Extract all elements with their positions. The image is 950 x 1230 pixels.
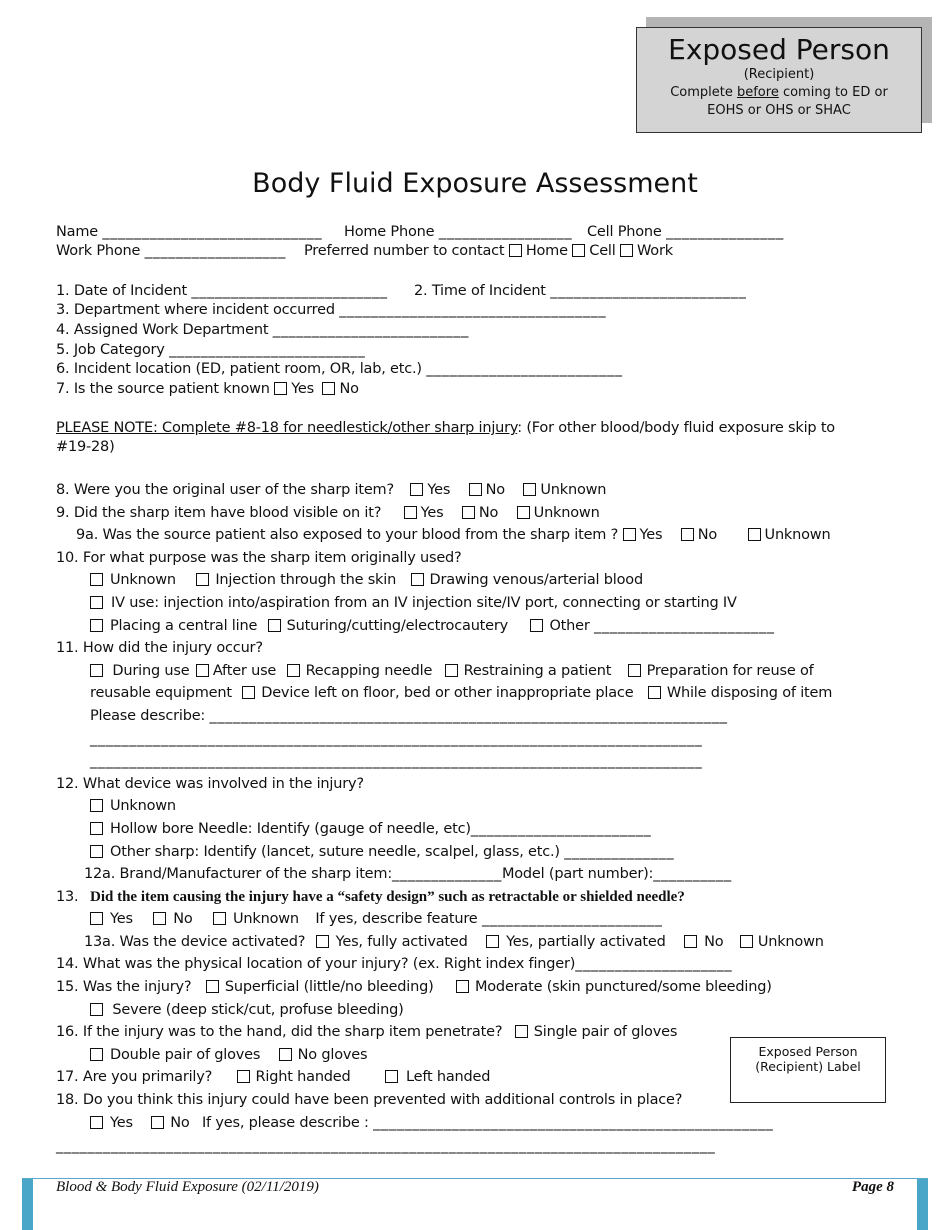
q12-hollow: Hollow bore Needle: Identify (gauge of needle, etc)_______________________ <box>90 821 651 837</box>
header-box-instruction-2: EOHS or OHS or SHAC <box>707 103 851 118</box>
q9a-unknown-checkbox[interactable] <box>748 528 761 541</box>
time-of-incident-field[interactable]: 2. Time of Incident _________________________ <box>414 283 747 299</box>
q12a[interactable]: 12a. Brand/Manufacturer of the sharp item:______________Model (part number):__________ <box>84 866 732 882</box>
page-title: Body Fluid Exposure Assessment <box>252 168 698 199</box>
q11-recap-checkbox[interactable] <box>287 664 300 677</box>
q11-after-checkbox[interactable] <box>196 664 209 677</box>
work-phone-field[interactable]: Work Phone __________________ <box>56 243 286 259</box>
q13-no-checkbox[interactable] <box>153 912 166 925</box>
q16-single-checkbox[interactable] <box>515 1025 528 1038</box>
q13: Did the item causing the injury have a “safety design” such as retractable or shielded needle? <box>90 889 685 905</box>
q16: 16. If the injury was to the hand, did the sharp item penetrate? Single pair of gloves <box>56 1024 678 1040</box>
q10: 10. For what purpose was the sharp item originally used? <box>56 550 462 566</box>
q12-unknown: Unknown <box>90 798 176 814</box>
q8-no-checkbox[interactable] <box>469 483 482 496</box>
q13a-fully-checkbox[interactable] <box>316 935 329 948</box>
header-box <box>636 27 922 133</box>
q11-describe-line2[interactable]: ______________________________________________________________________________ <box>90 731 703 747</box>
q17-left-checkbox[interactable] <box>385 1070 398 1083</box>
q17-right-checkbox[interactable] <box>237 1070 250 1083</box>
q10-drawing-checkbox[interactable] <box>411 573 424 586</box>
date-of-incident-field[interactable]: 1. Date of Incident _________________________ <box>56 283 388 299</box>
q13a: 13a. Was the device activated? Yes, fully activated Yes, partially activated No Unknown <box>84 934 824 950</box>
q17: 17. Are you primarily? Right handed Left handed <box>56 1069 491 1085</box>
q12: 12. What device was involved in the injury? <box>56 776 364 792</box>
q11-describe-line3[interactable]: ______________________________________________________________________________ <box>90 753 703 769</box>
cell-phone-field[interactable]: Cell Phone _______________ <box>587 224 784 240</box>
q14-field[interactable]: 14. What was the physical location of your injury? (ex. Right index finger)____________________ <box>56 956 733 972</box>
q7-yes-checkbox[interactable] <box>274 382 287 395</box>
q18-describe-line2[interactable]: ____________________________________________________________________________________ <box>56 1138 716 1154</box>
q7-no-checkbox[interactable] <box>322 382 335 395</box>
q11-disposing-checkbox[interactable] <box>648 686 661 699</box>
please-note: PLEASE NOTE: Complete #8-18 for needlestick/other sharp injury: (For other blood/body fluid exposure skip to <box>56 420 835 436</box>
q18-options: Yes No If yes, please describe : ___________________________________________________ <box>90 1115 773 1131</box>
incident-location-field[interactable]: 6. Incident location (ED, patient room, OR, lab, etc.) _________________________ <box>56 361 623 377</box>
q16-row2: Double pair of gloves No gloves <box>90 1047 367 1063</box>
q10-row1: Unknown Injection through the skin Drawing venous/arterial blood <box>90 572 643 588</box>
q9-no-checkbox[interactable] <box>462 506 475 519</box>
home-checkbox[interactable] <box>509 244 522 257</box>
q9-unknown-checkbox[interactable] <box>517 506 530 519</box>
q9a-no-checkbox[interactable] <box>681 528 694 541</box>
q16-none-checkbox[interactable] <box>279 1048 292 1061</box>
q12-hollow-checkbox[interactable] <box>90 822 103 835</box>
q13-number: 13. <box>56 889 79 905</box>
q10-other-checkbox[interactable] <box>530 619 543 632</box>
q12-other-checkbox[interactable] <box>90 845 103 858</box>
q10-row3: Placing a central line Suturing/cutting/electrocautery Other _______________________ <box>90 618 775 634</box>
preferred-contact: Preferred number to contact Home Cell Work <box>304 243 673 259</box>
q15: 15. Was the injury? Superficial (little/no bleeding) Moderate (skin punctured/some bleeding) <box>56 979 772 995</box>
name-field[interactable]: Name ____________________________ <box>56 224 323 240</box>
q13a-no-checkbox[interactable] <box>684 935 697 948</box>
footer-page-number: Page 8 <box>851 1179 894 1195</box>
q9a: 9a. Was the source patient also exposed to your blood from the sharp item ? Yes No Unknown <box>76 527 831 543</box>
q11-row2: reusable equipment Device left on floor, bed or other inappropriate place While disposing of item <box>90 685 833 701</box>
q10-row2: IV use: injection into/aspiration from an IV injection site/IV port, connecting or starting IV <box>90 595 737 611</box>
q13a-unknown-checkbox[interactable] <box>740 935 753 948</box>
work-checkbox[interactable] <box>620 244 633 257</box>
q18-yes-checkbox[interactable] <box>90 1116 103 1129</box>
q10-suturing-checkbox[interactable] <box>268 619 281 632</box>
q10-central-checkbox[interactable] <box>90 619 103 632</box>
header-box-subtitle: (Recipient) <box>743 67 815 82</box>
q15-row2: Severe (deep stick/cut, profuse bleeding) <box>90 1002 404 1018</box>
q10-iv-checkbox[interactable] <box>90 596 103 609</box>
q9a-yes-checkbox[interactable] <box>623 528 636 541</box>
q11-during-checkbox[interactable] <box>90 664 103 677</box>
q16-double-checkbox[interactable] <box>90 1048 103 1061</box>
source-patient-known: 7. Is the source patient known Yes No <box>56 381 359 397</box>
q11-row1: During use After use Recapping needle Restraining a patient Preparation for reuse of <box>90 663 814 679</box>
recipient-label-box <box>730 1037 886 1103</box>
q18: 18. Do you think this injury could have been prevented with additional controls in place? <box>56 1092 683 1108</box>
q13-unknown-checkbox[interactable] <box>213 912 226 925</box>
header-box-title: Exposed Person <box>668 33 890 66</box>
label-box-line1: Exposed Person <box>758 1044 858 1059</box>
job-category-field[interactable]: 5. Job Category _________________________ <box>56 342 366 358</box>
q8: 8. Were you the original user of the sharp item? Yes No Unknown <box>56 482 607 498</box>
q15-superficial-checkbox[interactable] <box>206 980 219 993</box>
q15-severe-checkbox[interactable] <box>90 1003 103 1016</box>
q11: 11. How did the injury occur? <box>56 640 263 656</box>
q11-device-left-checkbox[interactable] <box>242 686 255 699</box>
q8-unknown-checkbox[interactable] <box>523 483 536 496</box>
q10-unknown-checkbox[interactable] <box>90 573 103 586</box>
q13-yes-checkbox[interactable] <box>90 912 103 925</box>
q11-restrain-checkbox[interactable] <box>445 664 458 677</box>
q11-describe-field[interactable]: Please describe: __________________________________________________________________ <box>90 708 728 724</box>
q9-yes-checkbox[interactable] <box>404 506 417 519</box>
cell-checkbox[interactable] <box>572 244 585 257</box>
header-box-instruction: Complete before coming to ED or <box>670 85 888 100</box>
q12-other: Other sharp: Identify (lancet, suture needle, scalpel, glass, etc.) ______________ <box>90 844 674 860</box>
footer-title: Blood & Body Fluid Exposure (02/11/2019) <box>56 1179 319 1195</box>
q13-options: Yes No Unknown If yes, describe feature _______________________ <box>90 911 663 927</box>
assigned-department-field[interactable]: 4. Assigned Work Department _________________________ <box>56 322 469 338</box>
footer-right-bar <box>917 1179 928 1230</box>
q8-yes-checkbox[interactable] <box>410 483 423 496</box>
home-phone-field[interactable]: Home Phone _________________ <box>344 224 573 240</box>
q15-moderate-checkbox[interactable] <box>456 980 469 993</box>
q11-prep-checkbox[interactable] <box>628 664 641 677</box>
please-note-line2: #19-28) <box>56 439 115 455</box>
q10-injection-checkbox[interactable] <box>196 573 209 586</box>
footer-left-bar <box>22 1179 33 1230</box>
q18-no-checkbox[interactable] <box>151 1116 164 1129</box>
q9: 9. Did the sharp item have blood visible on it? Yes No Unknown <box>56 505 600 521</box>
q12-unknown-checkbox[interactable] <box>90 799 103 812</box>
label-box-line2: (Recipient) Label <box>755 1059 861 1074</box>
q13a-partial-checkbox[interactable] <box>486 935 499 948</box>
department-field[interactable]: 3. Department where incident occurred __________________________________ <box>56 302 607 318</box>
